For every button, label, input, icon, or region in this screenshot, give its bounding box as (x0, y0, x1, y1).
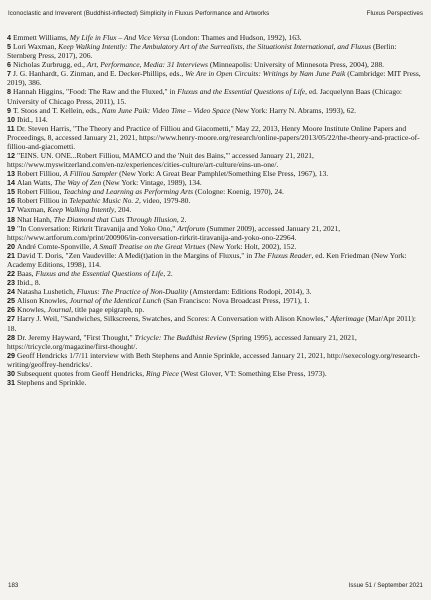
endnote-text: (Minneapolis: University of Minnesota Press, 2004), 288. (207, 60, 385, 70)
endnote-text: André Comte-Sponville, (17, 241, 94, 251)
endnote-text: Dr. Jeremy Hayward, "First Thought," (17, 332, 135, 342)
endnote-number: 6 (7, 60, 11, 70)
endnote-text: (Amsterdam: Editions Rodopi, 2014), 3. (187, 287, 312, 297)
endnote-12 (7, 151, 421, 169)
page-number: 183 (8, 582, 19, 589)
endnote-26 (7, 305, 421, 314)
endnote-title: Art, Performance, Media: 31 Interviews (86, 60, 208, 70)
endnote-title: Journal of the Identical Lunch (69, 296, 162, 306)
endnote-title: Tricycle: The Buddhist Review (134, 332, 227, 342)
endnote-30 (7, 369, 421, 378)
endnote-25 (7, 296, 421, 305)
endnote-number: 12 (7, 151, 15, 161)
endnote-text: Nhat Hanh, (17, 214, 54, 224)
endnote-text: Geoff Hendricks 1/7/11 interview with Beth Stephens and Annie Sprinkle, accessed January 21, 2021, http://sexecology.org/research-writing/geoffrey-hendricks/. (7, 350, 421, 369)
endnote-text: (New York: Harry N. Abrams, 1993), 62. (230, 105, 357, 115)
endnote-text: (Cambridge: MIT Press, 2019), 386. (7, 69, 421, 88)
endnote-number: 20 (7, 241, 15, 251)
endnote-text: Harry J. Weil, "Sandwiches, Silkscreens, Swatches, and Scores: A Conversation with Alison Knowles," (17, 314, 331, 324)
endnote-14 (7, 178, 421, 187)
endnote-number: 7 (7, 69, 11, 79)
endnote-17 (7, 205, 421, 214)
endnote-number: 27 (7, 314, 15, 324)
endnote-number: 22 (7, 269, 15, 279)
endnote-number: 26 (7, 305, 15, 315)
endnote-text: Baas, (17, 269, 36, 279)
endnote-number: 31 (7, 377, 15, 387)
endnote-text: , 2. (163, 269, 173, 279)
endnote-text: Robert Filliou, (17, 187, 64, 197)
endnote-text: Robert Filliou, (17, 169, 64, 179)
endnote-title: The Diamond that Cuts Through Illusion (53, 214, 177, 224)
endnote-text: Ibid., 114. (17, 114, 48, 124)
endnote-text: (San Francisco: Nova Broadcast Press, 1971), 1. (161, 296, 310, 306)
endnote-text: Lori Waxman, (13, 42, 59, 52)
endnote-title: Keep Walking Intently (47, 205, 115, 215)
endnote-text: Alan Watts, (17, 178, 55, 188)
endnote-text: Stephens and Sprinkle. (17, 377, 87, 387)
endnote-text: Alison Knowles, (17, 296, 70, 306)
page-footer (8, 582, 423, 589)
endnote-text: "In Conversation: Rirkrit Tiravanija and Yoko Ono," (17, 223, 178, 233)
endnote-text: Hannah Higgins, "Food: The Raw and the Fluxed," in (13, 87, 178, 97)
endnote-title: My Life in Flux – And Vice Versa (69, 33, 170, 42)
endnote-text: (New York: A Great Bear Pamphlet/Something Else Press, 1967), 13. (117, 169, 329, 179)
endnote-20 (7, 242, 421, 251)
endnote-number: 24 (7, 287, 15, 297)
endnote-title: Artforum (177, 223, 205, 233)
endnote-title: The Way of Zen (54, 178, 102, 188)
endnote-title: Fluxus: The Practice of Non-Duality (76, 287, 188, 297)
endnote-title: Ring Piece (145, 368, 179, 378)
endnote-15 (7, 187, 421, 196)
endnote-text: Natasha Lushetich, (17, 287, 77, 297)
endnote-text: (New York: Vintage, 1989), 134. (101, 178, 202, 188)
endnote-number: 19 (7, 223, 15, 233)
endnote-text: (Cologne: Koenig, 1970), 24. (193, 187, 284, 197)
endnote-text: , ed. Ken Friedman (New York: Academy Editions, 1998), 114. (7, 250, 407, 269)
endnote-text: J. G. Hanhardt, G. Zinman, and E. Decker-Phillips, eds., (13, 69, 186, 79)
endnote-title: Teaching and Learning as Performing Arts (63, 187, 194, 197)
endnote-19 (7, 224, 421, 242)
endnote-title: We Are in Open Circuits: Writings by Nam June Paik (185, 69, 346, 79)
endnote-29 (7, 351, 421, 369)
endnote-number: 23 (7, 278, 15, 288)
issue-label: Issue 51 / September 2021 (348, 582, 423, 589)
endnote-number: 10 (7, 114, 15, 124)
endnote-18 (7, 215, 421, 224)
endnote-text: (New York: Holt, 2002), 152. (205, 241, 297, 251)
endnote-13 (7, 169, 421, 178)
endnote-text: Dr. Steven Harris, "The Theory and Practice of Filliou and Giacometti," May 22, 2013, Henry Moore Institute Online Papers and Proceedings, 8, accessed January 21, 2021, https://www.henry-moore.org/research/online-papers/2013/05/22/the-theory-and-practice-of-filliou-and-giacometti. (7, 123, 420, 151)
endnote-number: 16 (7, 196, 15, 206)
endnote-title: Fluxus and the Essential Questions of Life (177, 87, 306, 97)
endnote-number: 9 (7, 105, 11, 115)
endnote-8 (7, 87, 421, 105)
endnote-text: (Mar/Apr 2011): 18. (7, 314, 417, 333)
endnote-text: (London: Thames and Hudson, 1992), 163. (169, 33, 302, 42)
endnote-28 (7, 333, 421, 351)
endnote-5 (7, 42, 421, 60)
endnote-text: , ed. Jacquelynn Baas (Chicago: University of Chicago Press, 2011), 15. (7, 87, 402, 106)
endnote-text: Subsequent quotes from Geoff Hendricks, (17, 368, 146, 378)
endnote-text: Waxman, (17, 205, 48, 215)
endnote-7 (7, 69, 421, 87)
endnote-text: (Berlin: Sternberg Press, 2017), 206. (7, 42, 397, 61)
endnote-22 (7, 269, 421, 278)
endnote-text: T. Stoos and T. Kellein, eds., (13, 105, 102, 115)
endnote-text: , 2. (176, 214, 187, 224)
running-header-title: Iconoclastic and Irreverent (Buddhist-inflected) Simplicity in Fluxus Performance and Artworks (8, 10, 270, 17)
endnote-number: 21 (7, 250, 15, 260)
endnote-24 (7, 287, 421, 296)
endnote-number: 8 (7, 87, 11, 97)
endnote-title: Fluxus and the Essential Questions of Life (35, 269, 164, 279)
endnote-number: 18 (7, 214, 15, 224)
endnote-number: 4 (7, 33, 11, 42)
endnotes-list (7, 33, 421, 387)
endnote-text: Robert Filliou in (17, 196, 70, 206)
endnote-6 (7, 60, 421, 69)
endnote-11 (7, 124, 421, 151)
endnote-text: Ibid., 8. (17, 278, 41, 288)
endnote-title: Keep Walking Intently: The Ambulatory Art of the Surrealists, the Situationist International, and Fluxus (58, 42, 372, 52)
endnote-text: (Summer 2009), accessed January 21, 2021, https://www.artforum.com/print/200906/in-conversation-rirkrit-tiravanija-and-yoko-ono-22964. (7, 223, 341, 242)
endnote-text: , 204. (114, 205, 132, 215)
endnote-title: Telepathic Music No. 2 (69, 196, 139, 206)
endnote-number: 28 (7, 332, 15, 342)
endnote-text: Knowles, (17, 305, 48, 315)
endnote-title: A Filliou Sampler (63, 169, 118, 179)
endnote-text: (Spring 1995), accessed January 21, 2021, https://tricycle.org/magazine/first-thought/. (7, 332, 357, 351)
endnote-9 (7, 106, 421, 115)
endnote-number: 15 (7, 187, 15, 197)
endnote-number: 17 (7, 205, 15, 215)
endnote-27 (7, 314, 421, 332)
endnote-text: , title page epigraph, np. (71, 305, 145, 315)
running-header-section: Fluxus Perspectives (366, 10, 423, 17)
endnote-number: 13 (7, 169, 15, 179)
endnote-number: 29 (7, 350, 15, 360)
endnote-4 (7, 33, 421, 42)
endnote-text: , video, 1979-80. (138, 196, 191, 206)
endnote-title: The Fluxus Reader (254, 250, 312, 260)
endnote-title: Afterimage (330, 314, 364, 324)
running-header (8, 10, 423, 17)
endnote-number: 30 (7, 368, 15, 378)
endnote-text: "EINS. UN. ONE...Robert Filliou, MAMCO and the 'Nuit des Bains,'" accessed January 21, 2021, https://www.myswitzerland.com/en-nz/experiences/cities-culture/art-culture/eins-un-one/. (7, 151, 314, 170)
endnote-31 (7, 378, 421, 387)
endnote-21 (7, 251, 421, 269)
endnote-10 (7, 115, 421, 124)
endnote-16 (7, 196, 421, 205)
endnote-title: Nam June Paik: Video Time – Video Space (101, 105, 231, 115)
endnote-number: 14 (7, 178, 15, 188)
endnote-text: (West Glover, VT: Something Else Press, 1973). (178, 368, 327, 378)
endnote-title: Journal (47, 305, 72, 315)
endnote-text: Nicholas Zurbrugg, ed., (13, 60, 87, 70)
endnote-text: Emmett Williams, (13, 33, 70, 42)
endnote-number: 25 (7, 296, 15, 306)
endnote-text: David T. Doris, "Zen Vaudeville: A Medi(t)ation in the Margins of Fluxus," in (17, 250, 255, 260)
endnote-number: 5 (7, 42, 11, 52)
endnote-23 (7, 278, 421, 287)
endnote-number: 11 (7, 123, 15, 133)
endnote-title: A Small Treatise on the Great Virtues (93, 241, 206, 251)
